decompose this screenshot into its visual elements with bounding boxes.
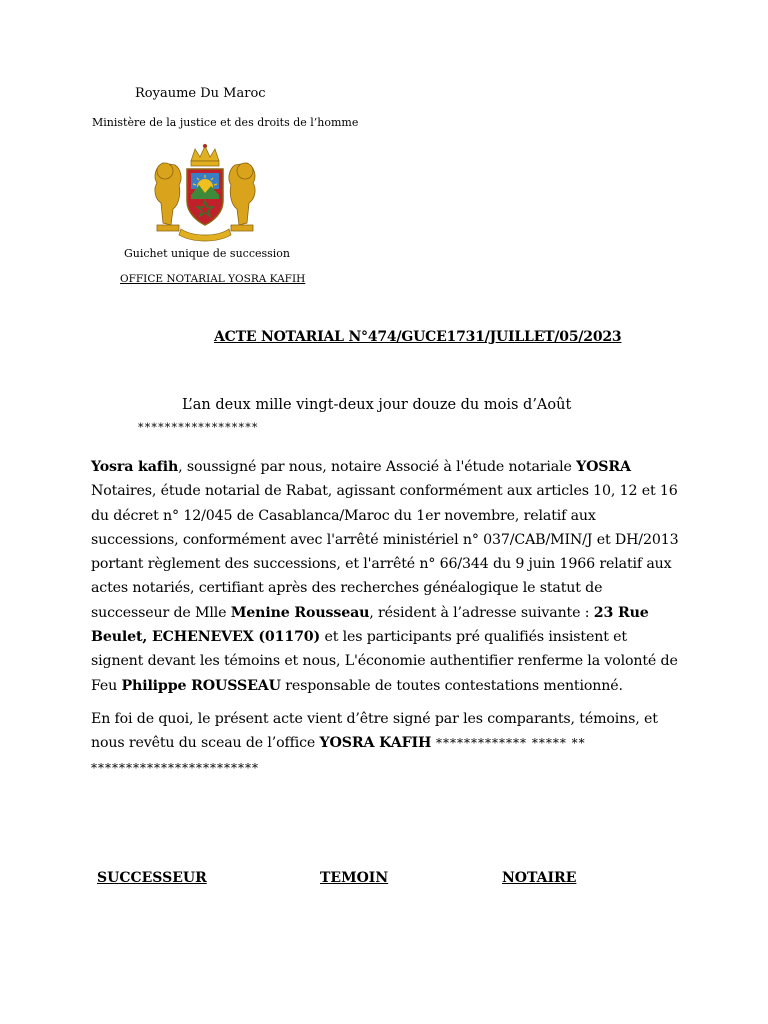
act-body (91, 455, 681, 780)
notary-name: Yosra kafih (91, 459, 179, 475)
text-run: responsable de toutes contestations mentionné. (280, 677, 623, 694)
ministry-heading: Ministère de la justice et des droits de l’homme (92, 116, 359, 129)
signature-successeur: SUCCESSEUR (97, 870, 207, 886)
guichet-label: Guichet unique de succession (124, 247, 291, 260)
morocco-coat-of-arms-icon (145, 143, 265, 243)
kingdom-heading: Royaume Du Maroc (135, 86, 266, 101)
text-run: , résident à l’adresse suivante : (369, 604, 594, 621)
office-seal-name: YOSRA KAFIH (319, 735, 432, 752)
deceased-name: Philippe ROUSSEAU (121, 677, 281, 694)
text-run: et les participants pré qualifiés insistent et signent devant les témoins et nous, L'économie authentifier renferme la volonté de Feu (91, 629, 678, 694)
text-run: Notaires, étude notarial de Rabat, agissant conformément aux articles 10, 12 et 16 du décret n° 12/045 de Casablanca/Maroc du 1er novembre, relatif aux successions, conformément avec l'arrêté ministériel n° 037/CAB/MIN/J et DH/2013 portant règlement des successions, et l'arrêté n° 66/344 du 9 juin 1966 relatif aux actes notariés, certifiant après des recherches généalogique le statut de successeur de Mlle (91, 483, 679, 621)
text-run: , soussigné par nous, notaire Associé à l'étude notariale (178, 459, 577, 475)
signature-temoin: TEMOIN (320, 870, 389, 886)
asterisk-run: ************* ***** ** ************************ (91, 736, 586, 775)
main-paragraph (91, 455, 681, 698)
text-run: En foi de quoi, le présent acte vient d’être signé par les comparants, témoins, et nous revêtu du sceau de l’office (91, 710, 658, 752)
address: 23 Rue Beulet, ECHENEVEX (01170) (91, 604, 649, 646)
firm-name: YOSRA (576, 459, 631, 475)
asterisk-separator: ****************** (138, 421, 259, 434)
office-label: OFFICE NOTARIAL YOSRA KAFIH (120, 273, 306, 285)
date-line: L’an deux mille vingt-deux jour douze du mois d’Août (182, 397, 572, 413)
successor-name: Menine Rousseau (230, 604, 370, 621)
signature-notaire: NOTAIRE (502, 870, 577, 886)
closing-paragraph (91, 707, 681, 780)
act-title: ACTE NOTARIAL N°474/GUCE1731/JUILLET/05/2023 (214, 329, 622, 345)
